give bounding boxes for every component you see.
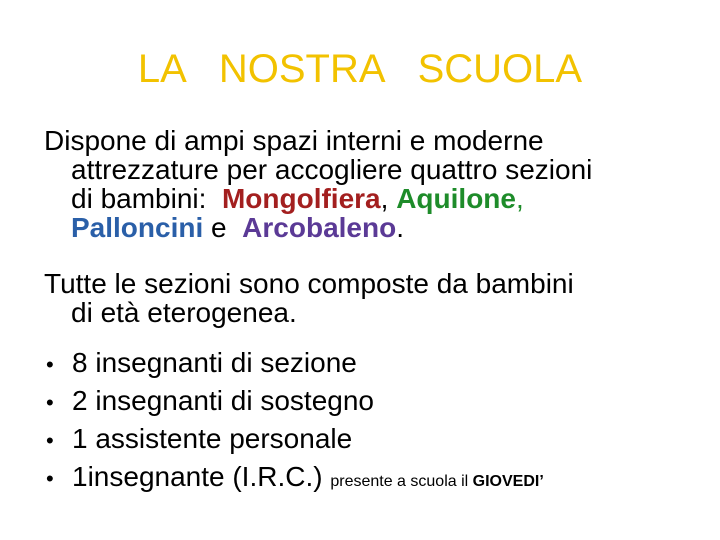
list-item xyxy=(46,459,544,500)
intro-paragraph xyxy=(44,126,684,242)
bullet-icon: • xyxy=(46,466,54,491)
bullet-icon: • xyxy=(46,428,54,453)
intro-line-3 xyxy=(44,184,684,213)
bullet-icon: • xyxy=(46,390,54,415)
separator-1: , xyxy=(380,183,397,214)
intro-line-1: Dispone di ampi spazi interni e moderne xyxy=(44,125,544,156)
list-item-text: 2 insegnanti di sostegno xyxy=(72,385,374,416)
list-item-text: 1insegnante (I.R.C.) xyxy=(72,461,331,492)
bullet-icon: • xyxy=(46,352,54,377)
intro-line-4 xyxy=(44,213,684,242)
list-item xyxy=(46,383,544,421)
list-item xyxy=(46,421,544,459)
section-mongolfiera: Mongolfiera xyxy=(221,183,381,214)
list-item xyxy=(46,345,544,383)
list-item-text: 1 assistente personale xyxy=(72,423,353,454)
section-palloncini: Palloncini xyxy=(71,212,204,243)
staff-list xyxy=(46,345,544,500)
intro-line-2: attrezzature per accogliere quattro sezioni xyxy=(71,154,593,185)
list-item-note: presente a scuola il xyxy=(330,473,473,490)
separator-2: , xyxy=(515,183,524,214)
slide-title: LA NOSTRA SCUOLA xyxy=(137,47,583,91)
intro-end: . xyxy=(396,212,404,243)
intro-line-3-text: di bambini: xyxy=(71,183,222,214)
list-item-day: GIOVEDI’ xyxy=(472,473,544,490)
section-arcobaleno: Arcobaleno xyxy=(242,212,397,243)
composition-paragraph xyxy=(44,269,684,327)
composition-line-2: di età eterogenea. xyxy=(71,297,297,328)
composition-line-1: Tutte le sezioni sono composte da bambini xyxy=(44,268,574,299)
list-item-text: 8 insegnanti di sezione xyxy=(72,347,357,378)
separator-3: e xyxy=(203,212,243,243)
section-aquilone: Aquilone xyxy=(396,183,516,214)
